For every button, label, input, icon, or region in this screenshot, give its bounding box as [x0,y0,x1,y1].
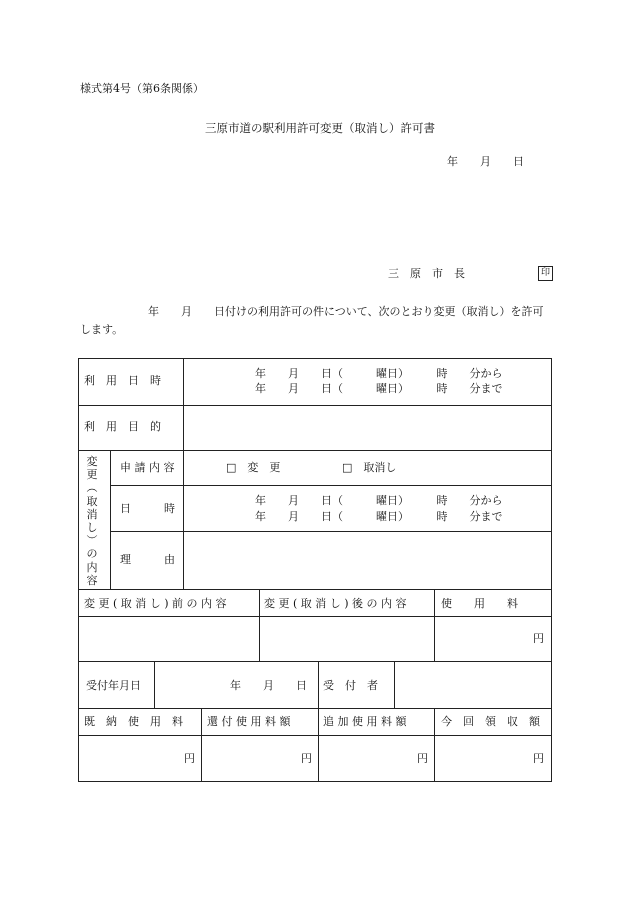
additional-fee-yen: 円 [417,752,428,765]
additional-fee-label: 追 加 使 用 料 額 [323,715,407,728]
fee-label: 使 用 料 [441,597,518,610]
form-number: 様式第4号（第6条関係） [80,82,204,95]
refund-fee-label: 還 付 使 用 料 額 [207,715,291,728]
receiver-label: 受 付 者 [323,679,378,692]
usage-purpose-field[interactable] [190,410,545,446]
issue-date: 年 月 日 [447,155,524,168]
usage-datetime-label: 利 用 日 時 [84,374,161,387]
application-content-label: 申 請 内 容 [120,461,175,474]
change-datetime-from: 年 月 日（ 曜日） 時 分から [255,494,503,507]
usage-datetime-from: 年 月 日（ 曜日） 時 分から [255,367,503,380]
document-title: 三原市道の駅利用許可変更（取消し）許可書 [205,121,435,135]
fee-yen: 円 [533,632,544,645]
current-receipt-yen: 円 [533,752,544,765]
mayor-name: 三 原 市 長 [388,267,465,280]
usage-purpose-label: 利 用 目 的 [84,420,161,433]
change-group-label: 変 更 ︵ 取 消 し ︶ の 内 容 [86,455,98,587]
seal-mark: 印 [538,266,553,281]
before-content-label: 変 更 ( 取 消 し ) 前 の 内 容 [84,597,227,610]
paid-fee-label: 既 納 使 用 料 [84,715,183,728]
paid-fee-yen: 円 [184,752,195,765]
usage-datetime-to: 年 月 日（ 曜日） 時 分まで [255,382,503,395]
receiver-field[interactable] [400,666,546,702]
intro-line-2: します。 [80,323,124,336]
after-content-label: 変 更 ( 取 消 し ) 後 の 内 容 [264,597,407,610]
intro-line-1: 年 月 日付けの利用許可の件について、次のとおり変更（取消し）を許可 [148,305,544,318]
received-date-value: 年 月 日 [230,679,307,692]
reason-field[interactable] [190,537,545,583]
received-date-label: 受付年月日 [86,679,141,692]
current-receipt-label: 今 回 領 収 額 [441,715,540,728]
reason-label: 理 由 [120,553,175,566]
option-change-checkbox[interactable]: □ 変 更 [226,461,281,474]
option-cancel-checkbox[interactable]: □ 取消し [342,461,397,474]
refund-fee-yen: 円 [301,752,312,765]
change-datetime-to: 年 月 日（ 曜日） 時 分まで [255,510,503,523]
change-datetime-label: 日 時 [120,502,175,515]
